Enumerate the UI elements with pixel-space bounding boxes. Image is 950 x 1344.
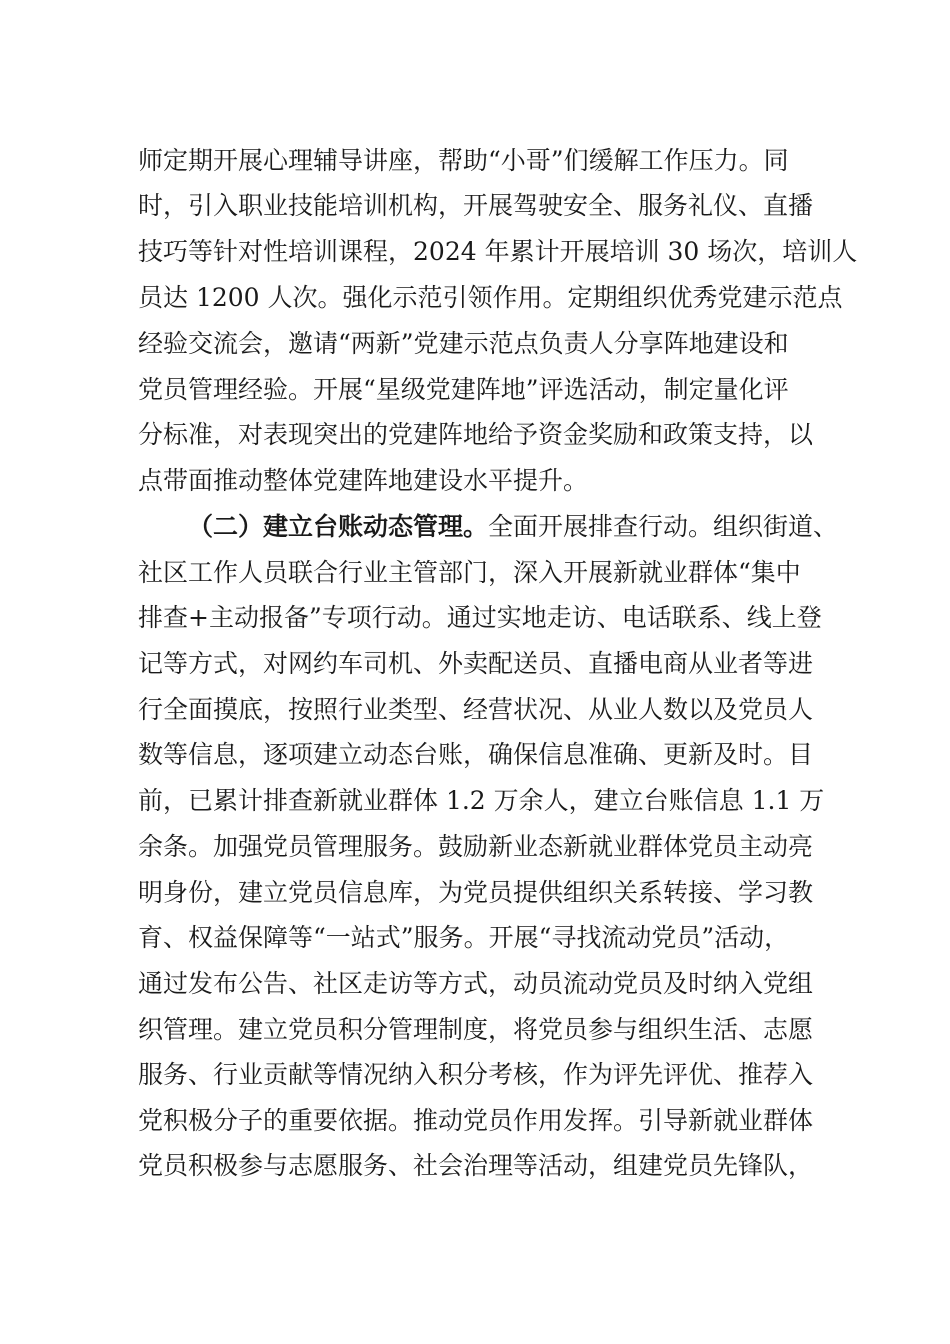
text-line: 服务、行业贡献等情况纳入积分考核，作为评先评优、推荐入 <box>138 1060 814 1089</box>
text-line: 社区工作人员联合行业主管部门，深入开展新就业群体“集中 <box>138 558 801 587</box>
text-line: 技巧等针对性培训课程，2024 年累计开展培训 30 场次，培训人 <box>138 237 858 266</box>
text-line: 行全面摸底，按照行业类型、经营状况、从业人数以及党员人 <box>138 695 814 724</box>
text-line: 记等方式，对网约车司机、外卖配送员、直播电商从业者等进 <box>138 649 814 678</box>
text-line: 党员管理经验。开展“星级党建阵地”评选活动，制定量化评 <box>138 375 789 404</box>
text-line: 明身份，建立党员信息库，为党员提供组织关系转接、学习教 <box>138 878 814 907</box>
text-line: 党员积极参与志愿服务、社会治理等活动，组建党员先锋队， <box>138 1151 814 1180</box>
text-line: 排查+主动报备”专项行动。通过实地走访、电话联系、线上登 <box>138 603 822 632</box>
text-line: 育、权益保障等“一站式”服务。开展“寻找流动党员”活动， <box>138 923 790 952</box>
text-line: 分标准，对表现突出的党建阵地给予资金奖励和政策支持，以 <box>138 420 814 449</box>
paragraph-first-line <box>188 507 838 547</box>
text-line: 党积极分子的重要依据。推动党员作用发挥。引导新就业群体 <box>138 1106 814 1135</box>
text-line: 通过发布公告、社区走访等方式，动员流动党员及时纳入党组 <box>138 969 814 998</box>
text-line: 余条。加强党员管理服务。鼓励新业态新就业群体党员主动亮 <box>138 832 814 861</box>
text-line: 前，已累计排查新就业群体 1.2 万余人，建立台账信息 1.1 万 <box>138 786 825 815</box>
section-heading: （二）建立台账动态管理。 <box>188 512 489 541</box>
section-text: 全面开展排查行动。组织街道、 <box>488 512 839 541</box>
text-line: 数等信息，逐项建立动态台账，确保信息准确、更新及时。目 <box>138 740 814 769</box>
text-line: 经验交流会，邀请“两新”党建示范点负责人分享阵地建设和 <box>138 329 789 358</box>
text-line: 员达 1200 人次。强化示范引领作用。定期组织优秀党建示范点 <box>138 283 843 312</box>
text-line: 时，引入职业技能培训机构，开展驾驶安全、服务礼仪、直播 <box>138 191 814 220</box>
text-line: 点带面推动整体党建阵地建设水平提升。 <box>138 466 589 495</box>
text-line: 织管理。建立党员积分管理制度，将党员参与组织生活、志愿 <box>138 1015 814 1044</box>
text-line: 师定期开展心理辅导讲座，帮助“小哥”们缓解工作压力。同 <box>138 146 789 175</box>
